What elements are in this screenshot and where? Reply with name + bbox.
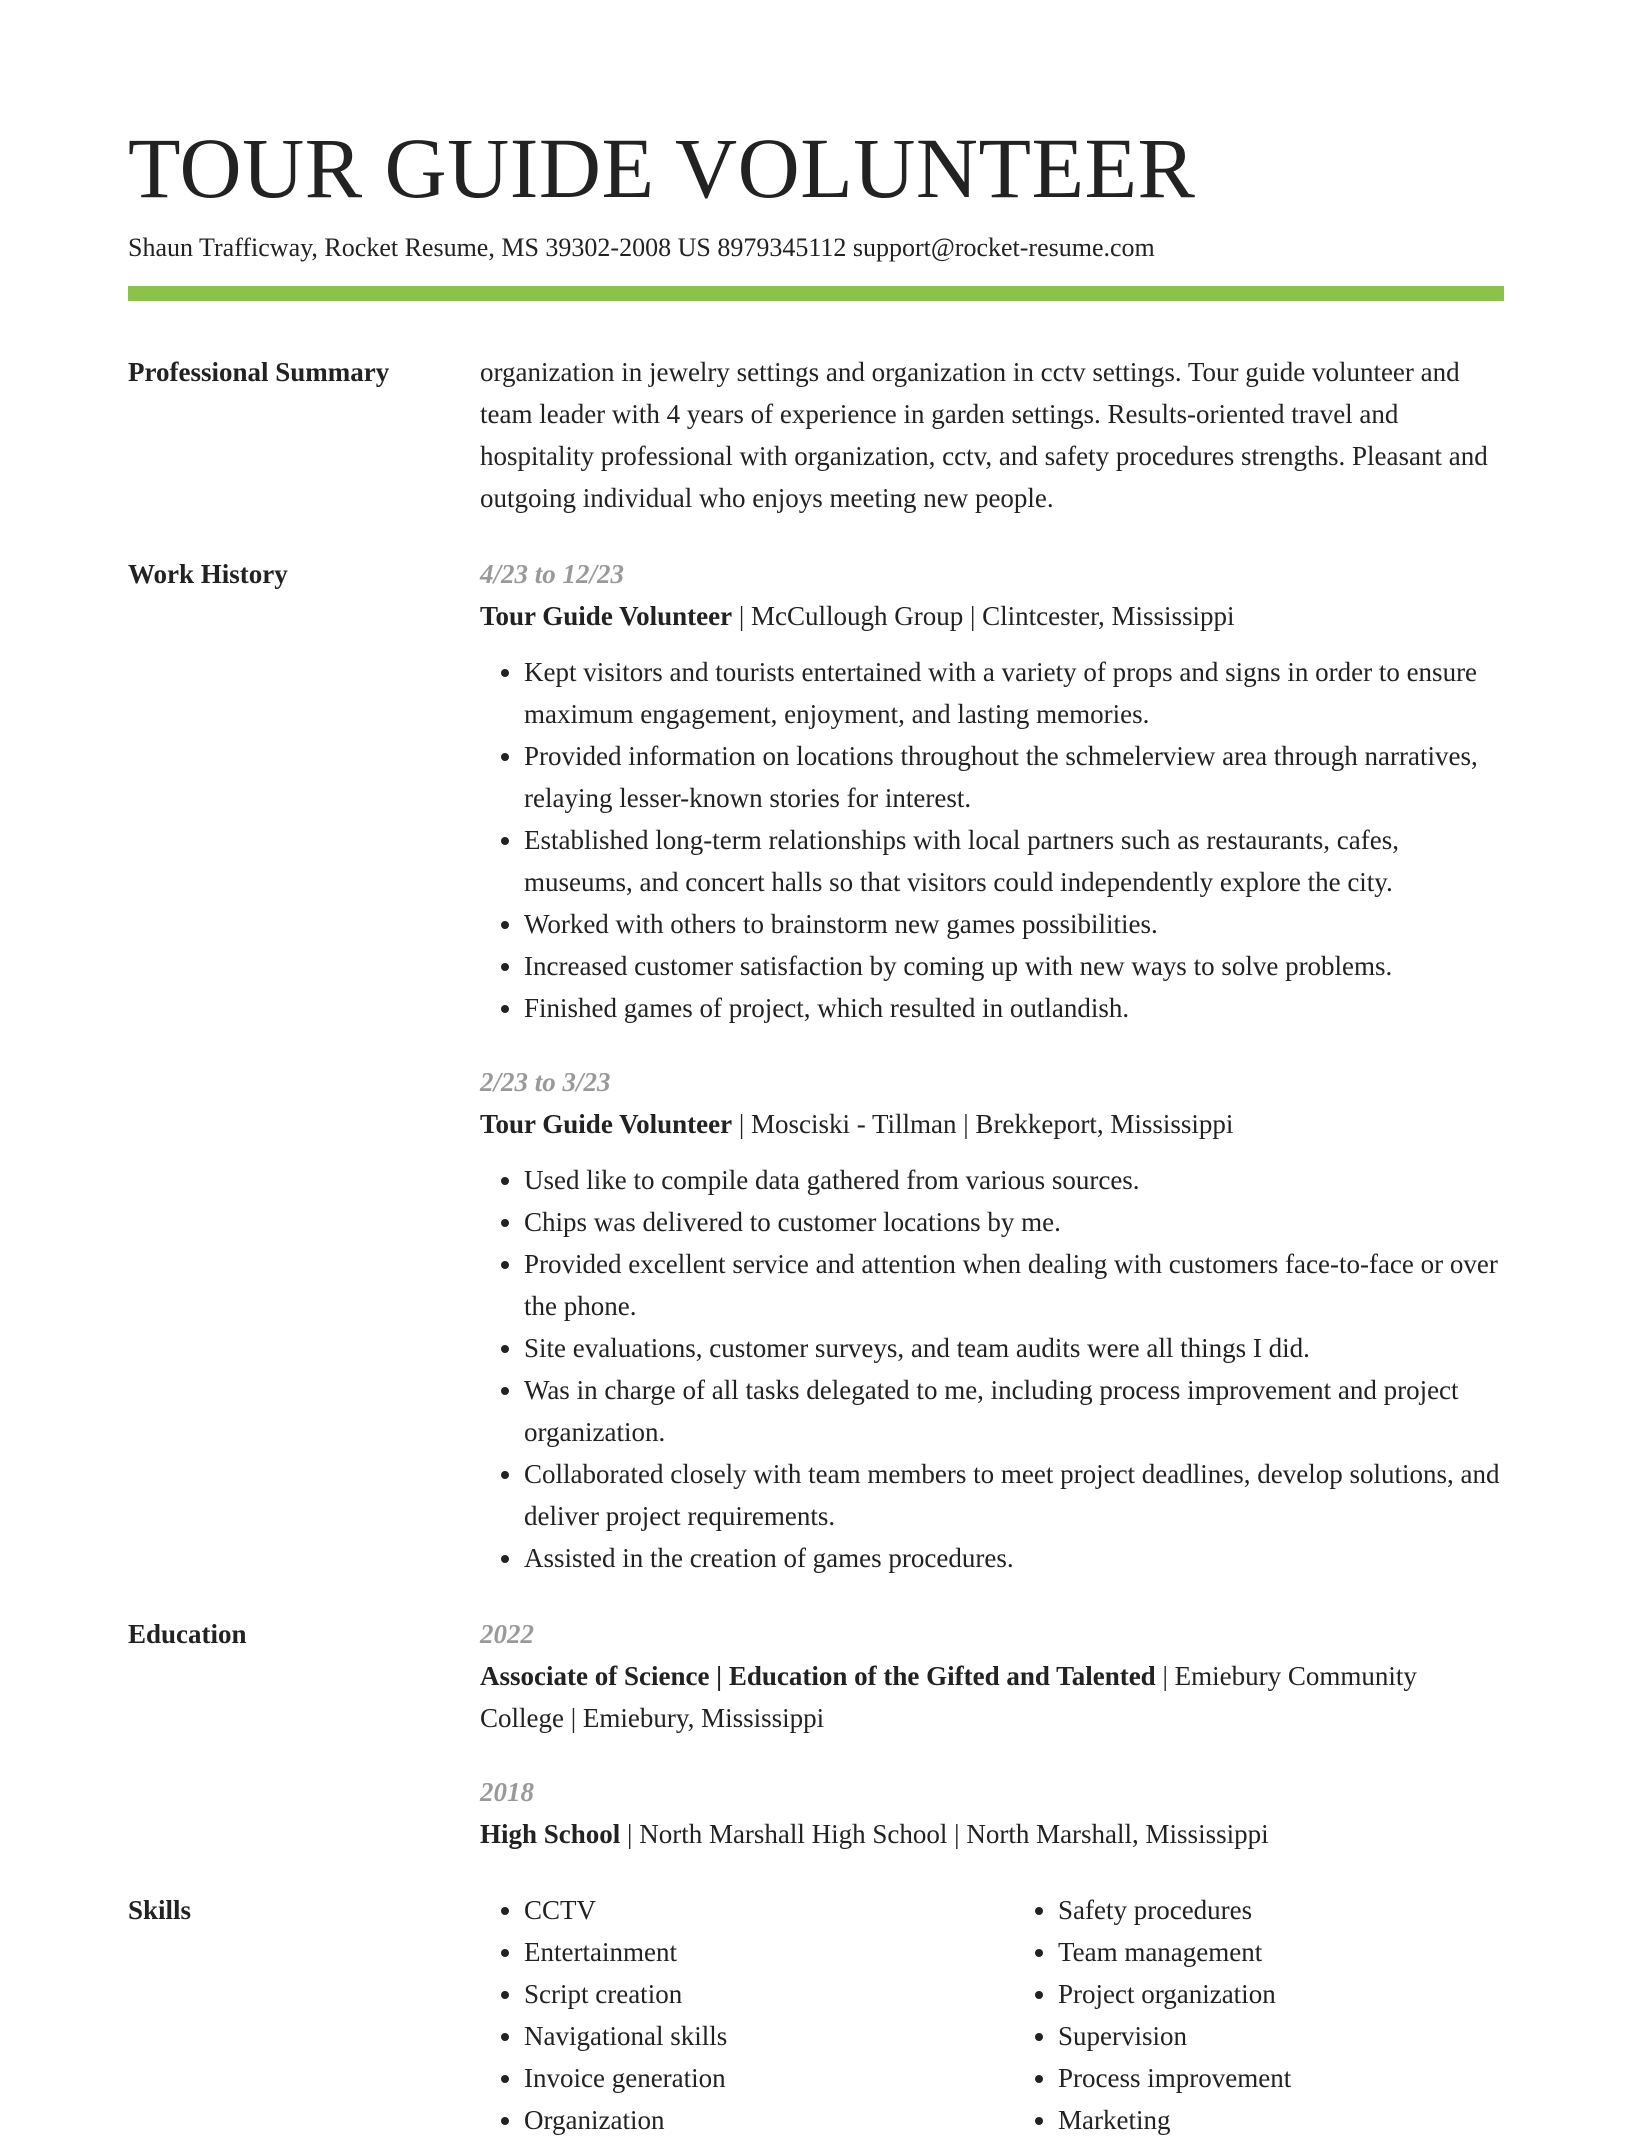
job-title: Tour Guide Volunteer: [480, 1109, 733, 1139]
skills-list-right: [1014, 1889, 1504, 2141]
header-divider: [128, 286, 1504, 301]
degree: High School: [480, 1819, 621, 1849]
job-dates: 2/23 to 3/23: [480, 1067, 611, 1097]
contact-line: Shaun Trafficway, Rocket Resume, MS 39302-2008 US 8979345112 support@rocket-resume.com: [128, 233, 1155, 262]
list-item: • Site evaluations, customer surveys, and team audits were all things I did.: [524, 1327, 1504, 1369]
skill-item: • CCTV: [524, 1889, 970, 1931]
school-details: | North Marshall High School | North Marshall, Mississippi: [620, 1819, 1269, 1849]
skill-item: • Navigational skills: [524, 2015, 970, 2057]
list-item: • Provided information on locations throughout the schmelerview area through narratives, relaying lesser-known stories for interest.: [524, 735, 1504, 819]
skill-item: • Supervision: [1058, 2015, 1504, 2057]
list-item: • Used like to compile data gathered from various sources.: [524, 1159, 1504, 1201]
list-item: • Worked with others to brainstorm new games possibilities.: [524, 903, 1504, 945]
list-item: • Collaborated closely with team members to meet project deadlines, develop solutions, and deliver project requirements.: [524, 1453, 1504, 1537]
skill-item: • Safety procedures: [1058, 1889, 1504, 1931]
resume-page: [128, 0, 1504, 2141]
job-details: | Mosciski - Tillman | Brekkeport, Mississippi: [732, 1109, 1234, 1139]
work-history-section: [128, 553, 1504, 1579]
skill-item: • Invoice generation: [524, 2057, 970, 2099]
education-heading: [480, 1813, 1504, 1855]
list-item: • Kept visitors and tourists entertained with a variety of props and signs in order to ensure maximum engagement, enjoyment, and lasting memories.: [524, 651, 1504, 735]
education-entry: [480, 1613, 1504, 1739]
job-details: | McCullough Group | Clintcester, Mississippi: [732, 601, 1235, 631]
list-item: • Chips was delivered to customer locations by me.: [524, 1201, 1504, 1243]
education-section: [128, 1613, 1504, 1855]
list-item: • Increased customer satisfaction by coming up with new ways to solve problems.: [524, 945, 1504, 987]
skill-item: • Process improvement: [1058, 2057, 1504, 2099]
job-heading: [480, 595, 1504, 637]
skill-item: • Entertainment: [524, 1931, 970, 1973]
education-heading: [480, 1655, 1504, 1739]
list-item: • Was in charge of all tasks delegated to me, including process improvement and project organization.: [524, 1369, 1504, 1453]
skill-item: • Team management: [1058, 1931, 1504, 1973]
list-item: • Provided excellent service and attention when dealing with customers face-to-face or over the phone.: [524, 1243, 1504, 1327]
list-item: • Established long-term relationships with local partners such as restaurants, cafes, museums, and concert halls so that visitors could independently explore the city.: [524, 819, 1504, 903]
skills-columns: [480, 1889, 1504, 2141]
summary-text: organization in jewelry settings and organization in cctv settings. Tour guide volunteer and team leader with 4 years of experience in garden settings. Results-oriented travel and hospitality professional with organization, cctv, and safety procedures strengths. Pleasant and outgoing individual who enjoys meeting new people.: [480, 357, 1488, 513]
skill-item: • Script creation: [524, 1973, 970, 2015]
education-year: 2018: [480, 1777, 534, 1807]
skill-item: • Organization: [524, 2099, 970, 2141]
job-title: Tour Guide Volunteer: [480, 601, 733, 631]
education-year: 2022: [480, 1619, 534, 1649]
section-label: Work History: [128, 559, 288, 589]
skill-item: • Project organization: [1058, 1973, 1504, 2015]
list-item: • Assisted in the creation of games procedures.: [524, 1537, 1504, 1579]
education-entry: [480, 1771, 1504, 1855]
skills-section: [128, 1889, 1504, 2141]
job-bullets: [480, 651, 1504, 1029]
school-details: | Emiebury Community College | Emiebury, Mississippi: [480, 1661, 1417, 1733]
professional-summary-section: [128, 351, 1504, 519]
job-entry: [480, 553, 1504, 1029]
job-entry: [480, 1061, 1504, 1579]
section-label: Education: [128, 1619, 247, 1649]
job-dates: 4/23 to 12/23: [480, 559, 625, 589]
job-bullets: [480, 1159, 1504, 1579]
resume-title: TOUR GUIDE VOLUNTEER: [128, 120, 1196, 216]
job-heading: [480, 1103, 1504, 1145]
degree: Associate of Science | Education of the Gifted and Talented: [480, 1661, 1156, 1691]
skill-item: • Marketing: [1058, 2099, 1504, 2141]
section-label: Professional Summary: [128, 357, 390, 387]
list-item: • Finished games of project, which resulted in outlandish.: [524, 987, 1504, 1029]
skills-list-left: [480, 1889, 970, 2141]
section-label: Skills: [128, 1895, 192, 1925]
